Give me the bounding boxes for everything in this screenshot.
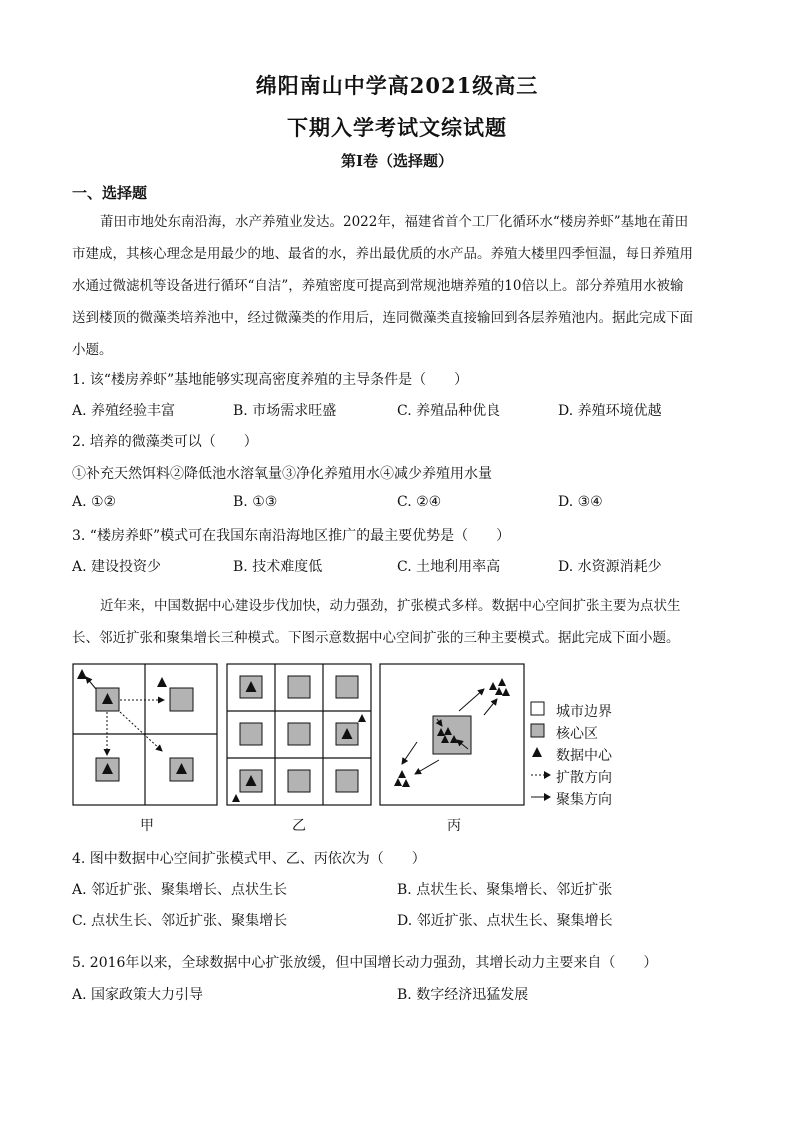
question-5-option-a[interactable]: A. 国家政策大力引导: [72, 987, 204, 1003]
aggregation-arrow-icon: [530, 789, 552, 805]
question-1-stem: 1. 该“楼房养虾”基地能够实现高密度养殖的主导条件是（ ）: [72, 372, 469, 388]
aggregation-arrow: [86, 677, 96, 689]
legend-label: 数据中心: [556, 748, 612, 764]
question-3-option-c[interactable]: C. 土地利用率高: [397, 559, 501, 575]
data-center-icon: [358, 714, 366, 722]
question-4-option-d[interactable]: D. 邻近扩张、点状生长、聚集增长: [397, 913, 613, 929]
question-3-option-b[interactable]: B. 技术难度低: [233, 559, 323, 575]
passage-1-line: 小题。: [72, 342, 113, 358]
passage-1-line: 水通过微滤机等设备进行循环“自洁”，养殖密度可提高到常规池塘养殖的10倍以上。部分养殖用水被输: [72, 278, 684, 294]
core-area: [170, 688, 193, 711]
volume-heading: 第Ⅰ卷（选择题）: [340, 152, 454, 170]
question-2-option-b[interactable]: B. ①③: [233, 494, 278, 510]
question-5-stem: 5. 2016年以来，全球数据中心扩张放缓，但中国增长动力强劲，其增长动力主要来自（ ）: [72, 955, 658, 971]
passage-1-line: 送到楼顶的微藻类培养池中，经过微藻类的作用后，连同微藻类直接输回到各层养殖池内。据此完成下面: [72, 310, 693, 326]
passage-2-line: 长、邻近扩张和聚集增长三种模式。下图示意数据中心空间扩张的三种主要模式。据此完成下面小题。: [72, 630, 680, 646]
passage-2: [72, 590, 722, 654]
data-center-icon: [398, 770, 406, 778]
expansion-mode-figure: [72, 663, 532, 812]
data-center-icon: [157, 677, 167, 687]
question-2-option-c[interactable]: C. ②④: [397, 494, 442, 510]
panel-yi: [227, 664, 371, 805]
legend-city-boundary: [530, 700, 612, 722]
core-area: [288, 770, 310, 792]
city-boundary-swatch: [530, 701, 546, 717]
exam-title-line1: 绵阳南山中学高2021级高三: [255, 73, 539, 98]
passage-1-line: 莆田市地处东南沿海，水产养殖业发达。2022年，福建省首个工厂化循环水“楼房养虾”基地在莆田: [100, 214, 689, 230]
question-3-option-d[interactable]: D. 水资源消耗少: [558, 559, 662, 575]
data-center-icon: [402, 779, 410, 787]
legend-label: 聚集方向: [556, 792, 612, 808]
legend-label: 扩散方向: [556, 770, 612, 786]
data-center-icon: [495, 687, 503, 695]
data-center-icon: [232, 794, 240, 802]
legend-data-center: [530, 744, 612, 766]
question-4-option-b[interactable]: B. 点状生长、聚集增长、邻近扩张: [397, 882, 613, 898]
expansion-diagram: [72, 663, 532, 808]
question-1-option-c[interactable]: C. 养殖品种优良: [397, 403, 501, 419]
exam-title-line2: 下期入学考试文综试题: [287, 115, 507, 140]
question-1-option-a[interactable]: A. 养殖经验丰富: [72, 403, 176, 419]
panel-bing: [380, 664, 524, 805]
caption-bing: 丙: [447, 818, 461, 834]
caption-jia: 甲: [140, 818, 154, 834]
data-center-icon: [498, 678, 506, 686]
passage-1: [72, 206, 722, 366]
core-area-swatch: [530, 723, 546, 739]
data-center-icon: [77, 669, 87, 679]
core-area: [336, 770, 358, 792]
data-center-icon: [530, 745, 546, 761]
aggregation-arrow: [459, 689, 484, 711]
diffusion-arrow: [120, 712, 162, 751]
legend-diffusion: [530, 766, 612, 788]
core-area: [336, 676, 358, 698]
core-area: [288, 723, 310, 745]
question-1-option-d[interactable]: D. 养殖环境优越: [558, 403, 662, 419]
passage-1-line: 市建成，其核心理念是用最少的地、最省的水，养出最优质的水产品。养殖大楼里四季恒温，每日养殖用: [72, 246, 693, 262]
caption-yi: 乙: [292, 818, 306, 834]
question-3-stem: 3. “楼房养虾”模式可在我国东南沿海地区推广的最主要优势是（ ）: [72, 528, 511, 544]
question-2-stem: 2. 培养的微藻类可以（ ）: [72, 434, 258, 450]
question-2-option-a[interactable]: A. ①②: [72, 494, 117, 510]
question-4-stem: 4. 图中数据中心空间扩张模式甲、乙、丙依次为（ ）: [72, 851, 426, 867]
diffusion-arrow-icon: [530, 767, 552, 783]
question-1-option-b[interactable]: B. 市场需求旺盛: [233, 403, 337, 419]
question-5-option-b[interactable]: B. 数字经济迅猛发展: [397, 987, 529, 1003]
panel-jia: [73, 664, 217, 805]
legend-label: 城市边界: [556, 704, 612, 720]
passage-2-line: 近年来，中国数据中心建设步伐加快，动力强劲，扩张模式多样。数据中心空间扩张主要为点状生: [100, 598, 681, 614]
legend-core-area: [530, 722, 612, 744]
section-heading: 一、选择题: [72, 184, 148, 202]
aggregation-arrow: [484, 699, 497, 715]
data-center-icon: [394, 778, 402, 786]
core-area: [240, 723, 262, 745]
question-2-option-d[interactable]: D. ③④: [558, 494, 603, 510]
question-4-option-c[interactable]: C. 点状生长、邻近扩张、聚集增长: [72, 913, 288, 929]
data-center-icon: [502, 688, 510, 696]
aggregation-arrow: [402, 742, 417, 764]
question-2-items: ①补充天然饵料②降低池水溶氧量③净化养殖用水④减少养殖用水量: [72, 466, 492, 482]
core-area: [288, 676, 310, 698]
question-3-option-a[interactable]: A. 建设投资少: [72, 559, 162, 575]
data-center-icon: [489, 682, 497, 690]
figure-legend: [530, 700, 612, 810]
legend-label: 核心区: [556, 726, 598, 742]
question-4-option-a[interactable]: A. 邻近扩张、聚集增长、点状生长: [72, 882, 288, 898]
aggregation-arrow: [415, 760, 439, 774]
legend-aggregation: [530, 788, 612, 810]
